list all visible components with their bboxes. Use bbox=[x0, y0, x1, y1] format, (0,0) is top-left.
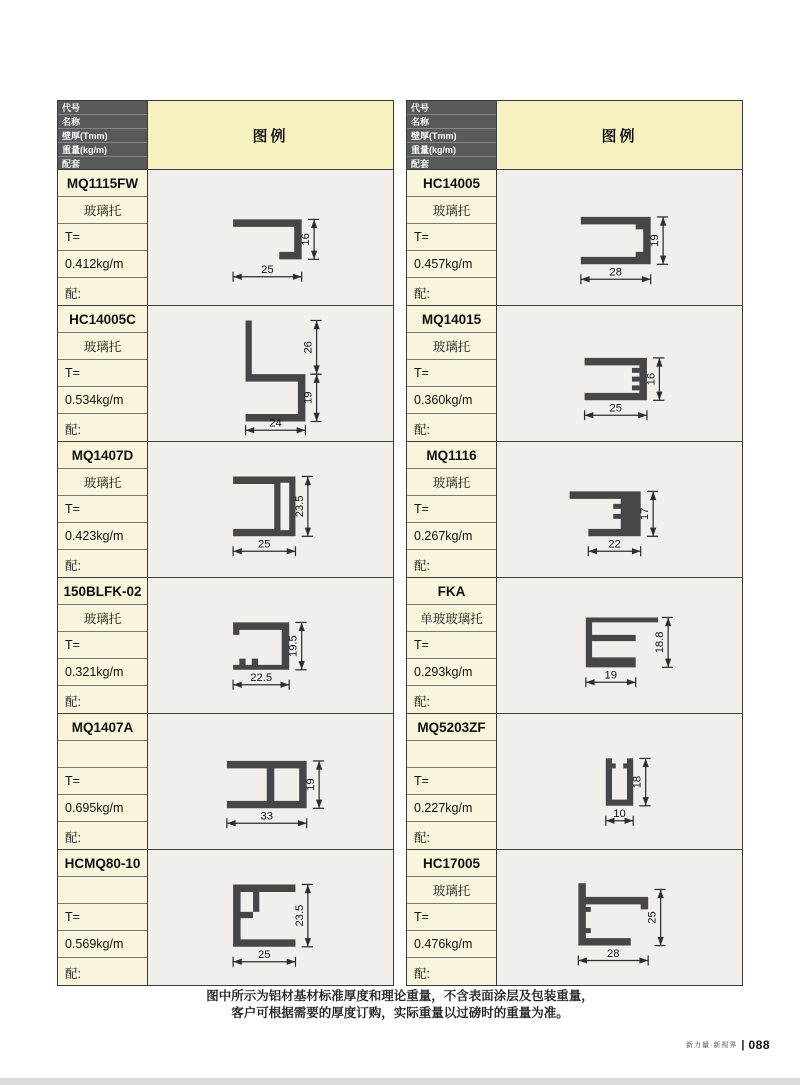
header-row-label: 名称 bbox=[58, 115, 147, 129]
width-dimension bbox=[588, 539, 640, 557]
product-label-column bbox=[407, 306, 497, 441]
profile-shape bbox=[233, 622, 289, 669]
slogan-divider: | bbox=[741, 1039, 745, 1051]
diagram-cell bbox=[497, 850, 742, 985]
height-dim-label: 16 bbox=[645, 372, 658, 386]
product-code: MQ1116 bbox=[407, 442, 496, 469]
height-dimension bbox=[294, 884, 313, 946]
height-dimension bbox=[654, 617, 673, 667]
profile-shape bbox=[570, 491, 641, 536]
header-row-label: 名称 bbox=[407, 115, 496, 129]
product-name: 玻璃托 bbox=[58, 469, 147, 496]
height-dim-label: 19.5 bbox=[287, 635, 300, 658]
weight-value: 0.227kg/m bbox=[407, 795, 496, 822]
weight-value: 0.293kg/m bbox=[407, 659, 496, 686]
thickness-label: T= bbox=[407, 496, 496, 523]
profile-diagram bbox=[177, 716, 364, 847]
weight-value: 0.321kg/m bbox=[58, 659, 147, 686]
height-dimension bbox=[647, 889, 666, 945]
width-dimension bbox=[586, 670, 636, 688]
height-dimension bbox=[632, 758, 651, 805]
product-block bbox=[407, 849, 742, 985]
height-dim-label: 19 bbox=[302, 391, 315, 405]
diagram-cell bbox=[148, 442, 393, 577]
note-line-2: 客户可根据需要的厚度订购，实际重量以过磅时的重量为准。 bbox=[231, 1006, 569, 1020]
product-block bbox=[58, 441, 393, 577]
width-dim-label: 24 bbox=[269, 417, 282, 430]
product-block bbox=[58, 305, 393, 441]
product-name: 玻璃托 bbox=[58, 197, 147, 224]
width-dim-label: 25 bbox=[258, 949, 271, 962]
weight-value: 0.412kg/m bbox=[58, 251, 147, 278]
height-dimension bbox=[288, 622, 307, 669]
width-dimension bbox=[233, 949, 295, 967]
width-dim-label: 25 bbox=[609, 402, 623, 415]
profile-shape bbox=[578, 883, 648, 945]
match-label: 配: bbox=[414, 695, 430, 709]
height-dim-label: 19 bbox=[305, 778, 318, 791]
product-block bbox=[407, 577, 742, 713]
match-label: 配: bbox=[65, 831, 81, 845]
table-header bbox=[58, 101, 393, 169]
page-footer-brand bbox=[686, 1038, 770, 1052]
width-dim-label: 28 bbox=[609, 266, 623, 279]
height-dim-label: 16 bbox=[300, 233, 313, 246]
product-label-column bbox=[407, 850, 497, 985]
product-label-column bbox=[58, 714, 148, 849]
footer-note bbox=[0, 988, 800, 1022]
width-dimension bbox=[578, 948, 648, 966]
product-name: 玻璃托 bbox=[407, 197, 496, 224]
product-code: HC14005 bbox=[407, 170, 496, 197]
product-code: 150BLFK-02 bbox=[58, 578, 147, 605]
product-name: 玻璃托 bbox=[407, 877, 496, 904]
profile-shape bbox=[233, 884, 295, 946]
thickness-label: T= bbox=[407, 224, 496, 251]
diagram-cell bbox=[497, 442, 742, 577]
product-code: HC17005 bbox=[407, 850, 496, 877]
product-label-column bbox=[407, 170, 497, 305]
product-label-column bbox=[407, 714, 497, 849]
product-block bbox=[407, 441, 742, 577]
weight-value: 0.534kg/m bbox=[58, 387, 147, 414]
product-label-column bbox=[58, 306, 148, 441]
height-dimension bbox=[305, 761, 324, 808]
diagram-cell bbox=[497, 714, 742, 849]
width-dimension bbox=[585, 403, 647, 421]
product-block bbox=[407, 169, 742, 305]
width-dimension bbox=[233, 539, 295, 557]
height-dimension bbox=[303, 321, 322, 375]
product-name bbox=[407, 741, 496, 768]
profile-diagram bbox=[526, 172, 713, 303]
header-row-label: 重量(kg/m) bbox=[58, 143, 147, 157]
thickness-label: T= bbox=[58, 904, 147, 931]
width-dim-label: 33 bbox=[260, 810, 274, 823]
profile-shape bbox=[585, 358, 647, 400]
thickness-label: T= bbox=[58, 496, 147, 523]
diagram-cell bbox=[148, 578, 393, 713]
profile-diagram bbox=[177, 172, 364, 303]
product-name: 玻璃托 bbox=[58, 605, 147, 632]
page-number: 088 bbox=[748, 1038, 770, 1052]
match-label: 配: bbox=[65, 967, 81, 981]
height-dimension bbox=[649, 217, 668, 264]
thickness-label: T= bbox=[58, 768, 147, 795]
diagram-cell bbox=[497, 170, 742, 305]
match-label: 配: bbox=[65, 423, 81, 437]
width-dim-label: 25 bbox=[261, 264, 274, 277]
profile-diagram bbox=[526, 308, 713, 439]
height-dim-label: 26 bbox=[302, 341, 315, 354]
product-block bbox=[58, 713, 393, 849]
weight-value: 0.457kg/m bbox=[407, 251, 496, 278]
profile-diagram bbox=[177, 852, 364, 983]
table-header bbox=[407, 101, 742, 169]
height-dim-label: 19 bbox=[649, 234, 662, 247]
product-code: MQ5203ZF bbox=[407, 714, 496, 741]
product-block bbox=[58, 169, 393, 305]
product-code: HC14005C bbox=[58, 306, 147, 333]
diagram-cell bbox=[148, 714, 393, 849]
profile-diagram bbox=[526, 444, 713, 575]
width-dimension bbox=[233, 264, 302, 282]
profile-table-right bbox=[406, 100, 743, 986]
header-row-label: 配套 bbox=[411, 159, 430, 169]
height-dim-label: 18.8 bbox=[654, 631, 667, 654]
product-name bbox=[58, 741, 147, 768]
match-label: 配: bbox=[414, 423, 430, 437]
thickness-label: T= bbox=[407, 768, 496, 795]
product-label-column bbox=[407, 442, 497, 577]
width-dim-label: 25 bbox=[258, 538, 271, 551]
profile-table-left bbox=[57, 100, 394, 986]
product-code: MQ1115FW bbox=[58, 170, 147, 197]
weight-value: 0.360kg/m bbox=[407, 387, 496, 414]
height-dimension bbox=[300, 219, 319, 259]
height-dimension bbox=[303, 374, 322, 421]
width-dim-label: 22 bbox=[608, 538, 621, 551]
header-row-label: 壁厚(Tmm) bbox=[407, 129, 496, 143]
product-name: 玻璃托 bbox=[407, 333, 496, 360]
profile-shape bbox=[233, 476, 295, 536]
height-dim-label: 25 bbox=[646, 911, 659, 924]
profile-diagram bbox=[526, 852, 713, 983]
height-dimension bbox=[294, 476, 313, 536]
product-name bbox=[58, 877, 147, 904]
thickness-label: T= bbox=[58, 360, 147, 387]
profile-diagram bbox=[177, 444, 364, 575]
diagram-cell bbox=[497, 306, 742, 441]
product-block bbox=[58, 577, 393, 713]
diagram-cell bbox=[497, 578, 742, 713]
legend-header: 图例 bbox=[497, 101, 742, 169]
profile-shape bbox=[606, 758, 633, 805]
weight-value: 0.695kg/m bbox=[58, 795, 147, 822]
page-bottom-band bbox=[0, 1078, 800, 1085]
weight-value: 0.569kg/m bbox=[58, 931, 147, 958]
width-dimension bbox=[233, 672, 289, 690]
product-label-column bbox=[58, 442, 148, 577]
height-dim-label: 23.5 bbox=[293, 904, 306, 927]
height-dimension bbox=[639, 491, 658, 536]
product-block bbox=[407, 305, 742, 441]
profile-diagram bbox=[177, 308, 364, 439]
thickness-label: T= bbox=[58, 224, 147, 251]
width-dimension bbox=[581, 267, 651, 285]
product-code: FKA bbox=[407, 578, 496, 605]
profile-shape bbox=[227, 761, 307, 808]
product-block bbox=[407, 713, 742, 849]
legend-header: 图例 bbox=[148, 101, 393, 169]
product-label-column bbox=[58, 170, 148, 305]
header-row-label: 配套 bbox=[62, 159, 81, 169]
product-label-column bbox=[58, 578, 148, 713]
product-code: MQ1407D bbox=[58, 442, 147, 469]
width-dimension bbox=[227, 811, 307, 829]
diagram-cell bbox=[148, 850, 393, 985]
match-label: 配: bbox=[414, 831, 430, 845]
weight-value: 0.423kg/m bbox=[58, 523, 147, 550]
height-dim-label: 18 bbox=[631, 775, 644, 789]
profile-shape bbox=[246, 321, 306, 422]
product-code: MQ1407A bbox=[58, 714, 147, 741]
note-line-1: 图中所示为铝材基材标准厚度和理论重量，不含表面涂层及包装重量， bbox=[206, 989, 594, 1003]
tables-row bbox=[57, 100, 743, 986]
product-name: 玻璃托 bbox=[407, 469, 496, 496]
profile-diagram bbox=[177, 580, 364, 711]
profile-shape bbox=[581, 217, 651, 264]
product-label-column bbox=[58, 850, 148, 985]
profile-diagram bbox=[526, 580, 713, 711]
match-label: 配: bbox=[414, 287, 430, 301]
match-label: 配: bbox=[414, 967, 430, 981]
match-label: 配: bbox=[414, 559, 430, 573]
header-label-column bbox=[58, 101, 148, 169]
diagram-cell bbox=[148, 306, 393, 441]
profile-diagram bbox=[526, 716, 713, 847]
product-code: MQ14015 bbox=[407, 306, 496, 333]
match-label: 配: bbox=[65, 287, 81, 301]
diagram-cell bbox=[148, 170, 393, 305]
thickness-label: T= bbox=[58, 632, 147, 659]
thickness-label: T= bbox=[407, 632, 496, 659]
match-label: 配: bbox=[65, 559, 81, 573]
product-code: HCMQ80-10 bbox=[58, 850, 147, 877]
weight-value: 0.476kg/m bbox=[407, 931, 496, 958]
match-label: 配: bbox=[65, 695, 81, 709]
thickness-label: T= bbox=[407, 904, 496, 931]
width-dim-label: 22.5 bbox=[250, 672, 273, 685]
header-row-label: 壁厚(Tmm) bbox=[58, 129, 147, 143]
product-label-column bbox=[407, 578, 497, 713]
product-name: 玻璃托 bbox=[58, 333, 147, 360]
width-dimension bbox=[606, 808, 633, 826]
profile-shape bbox=[586, 617, 658, 667]
brand-slogan: 新力量·新视界 bbox=[686, 1042, 738, 1049]
width-dim-label: 19 bbox=[604, 669, 618, 682]
weight-value: 0.267kg/m bbox=[407, 523, 496, 550]
profile-shape bbox=[233, 219, 302, 259]
width-dim-label: 10 bbox=[613, 808, 626, 821]
thickness-label: T= bbox=[407, 360, 496, 387]
height-dimension bbox=[645, 358, 664, 400]
width-dim-label: 28 bbox=[607, 947, 620, 960]
header-row-label: 重量(kg/m) bbox=[407, 143, 496, 157]
header-label-column bbox=[407, 101, 497, 169]
height-dim-label: 23.5 bbox=[293, 495, 306, 518]
product-block bbox=[58, 849, 393, 985]
header-row-label: 代号 bbox=[407, 101, 496, 115]
header-row-label: 代号 bbox=[58, 101, 147, 115]
product-name: 单玻玻璃托 bbox=[407, 605, 496, 632]
height-dim-label: 17 bbox=[639, 507, 652, 521]
